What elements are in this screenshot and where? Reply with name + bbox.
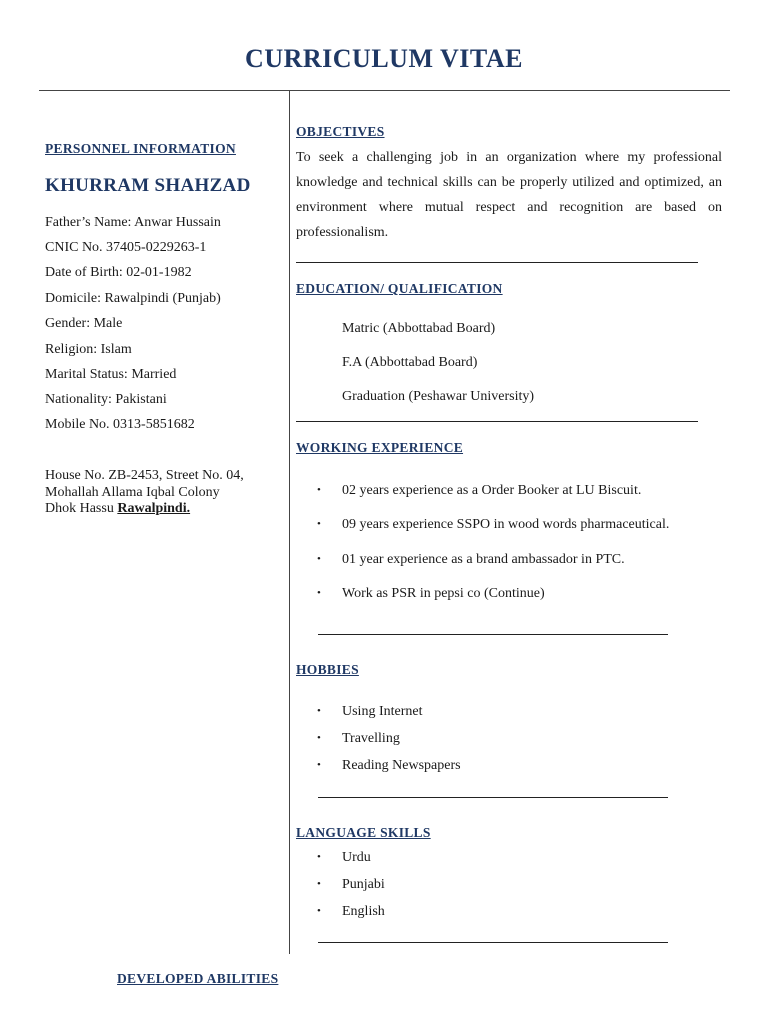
bullet-icon: •: [317, 905, 321, 917]
objectives-text: To seek a challenging job in an organization where my professional knowledge and technical skills can be properly utilized and optimized, an environment where mutual respect and recognition are based on professionalism.: [296, 150, 722, 240]
top-divider: [39, 90, 730, 91]
hobby-item: [317, 731, 400, 747]
field-gender: Gender: Male: [45, 316, 123, 331]
address-city: Rawalpindi.: [117, 501, 191, 516]
experience-heading: WORKING EXPERIENCE: [296, 440, 464, 455]
language-item-text: English: [342, 904, 385, 919]
objectives-heading: OBJECTIVES: [296, 124, 385, 139]
experience-item-text: 09 years experience SSPO in wood words pharmaceutical.: [342, 517, 670, 532]
section-divider: [296, 262, 698, 263]
section-divider: [296, 421, 698, 422]
address-block: [45, 468, 280, 518]
bullet-icon: •: [317, 878, 321, 890]
experience-item: [317, 517, 669, 533]
experience-item-text: 01 year experience as a brand ambassador in PTC.: [342, 552, 625, 567]
address-line-3: [45, 501, 280, 518]
bullet-icon: •: [317, 732, 321, 744]
language-item: [317, 850, 371, 866]
experience-item-text: 02 years experience as a Order Booker at LU Biscuit.: [342, 483, 642, 498]
field-mobile: Mobile No. 0313-5851682: [45, 417, 195, 432]
page-title: CURRICULUM VITAE: [245, 44, 523, 73]
language-item-text: Punjabi: [342, 877, 385, 892]
hobby-item: [317, 758, 461, 774]
address-area: Dhok Hassu: [45, 501, 118, 516]
address-line-1: House No. ZB-2453, Street No. 04,: [45, 468, 244, 483]
experience-item: [317, 586, 545, 602]
education-item: Matric (Abbottabad Board): [342, 321, 496, 336]
language-skills-heading: LANGUAGE SKILLS: [296, 825, 431, 840]
bullet-icon: •: [317, 759, 321, 771]
language-item: [317, 904, 385, 920]
field-cnic: CNIC No. 37405-0229263-1: [45, 240, 207, 255]
candidate-name: KHURRAM SHAHZAD: [45, 175, 251, 196]
bullet-icon: •: [317, 705, 321, 717]
section-divider: [318, 942, 668, 943]
bullet-icon: •: [317, 851, 321, 863]
bullet-icon: •: [317, 518, 321, 530]
field-domicile: Domicile: Rawalpindi (Punjab): [45, 291, 221, 306]
section-divider: [318, 634, 668, 635]
field-date-of-birth: Date of Birth: 02-01-1982: [45, 265, 192, 280]
hobby-item-text: Travelling: [342, 731, 400, 746]
bullet-icon: •: [317, 553, 321, 565]
hobby-item-text: Reading Newspapers: [342, 758, 461, 773]
column-divider: [289, 90, 290, 954]
experience-item-text: Work as PSR in pepsi co (Continue): [342, 586, 545, 601]
address-line-2: Mohallah Allama Iqbal Colony: [45, 484, 220, 500]
field-fathers-name: Father’s Name: Anwar Hussain: [45, 215, 221, 230]
education-heading: EDUCATION/ QUALIFICATION: [296, 281, 503, 296]
hobby-item: [317, 704, 422, 720]
experience-item: [317, 552, 625, 568]
bullet-icon: •: [317, 587, 321, 599]
hobby-item-text: Using Internet: [342, 704, 423, 719]
developed-abilities-heading: DEVELOPED ABILITIES: [117, 971, 279, 986]
education-item: Graduation (Peshawar University): [342, 389, 535, 404]
education-item: F.A (Abbottabad Board): [342, 355, 478, 370]
field-religion: Religion: Islam: [45, 342, 132, 357]
language-item-text: Urdu: [342, 850, 371, 865]
field-marital-status: Marital Status: Married: [45, 367, 177, 382]
experience-item: [317, 483, 641, 499]
personal-info-heading: PERSONNEL INFORMATION: [45, 141, 236, 156]
bullet-icon: •: [317, 484, 321, 496]
hobbies-heading: HOBBIES: [296, 662, 359, 677]
field-nationality: Nationality: Pakistani: [45, 392, 167, 407]
section-divider: [318, 797, 668, 798]
language-item: [317, 877, 385, 893]
